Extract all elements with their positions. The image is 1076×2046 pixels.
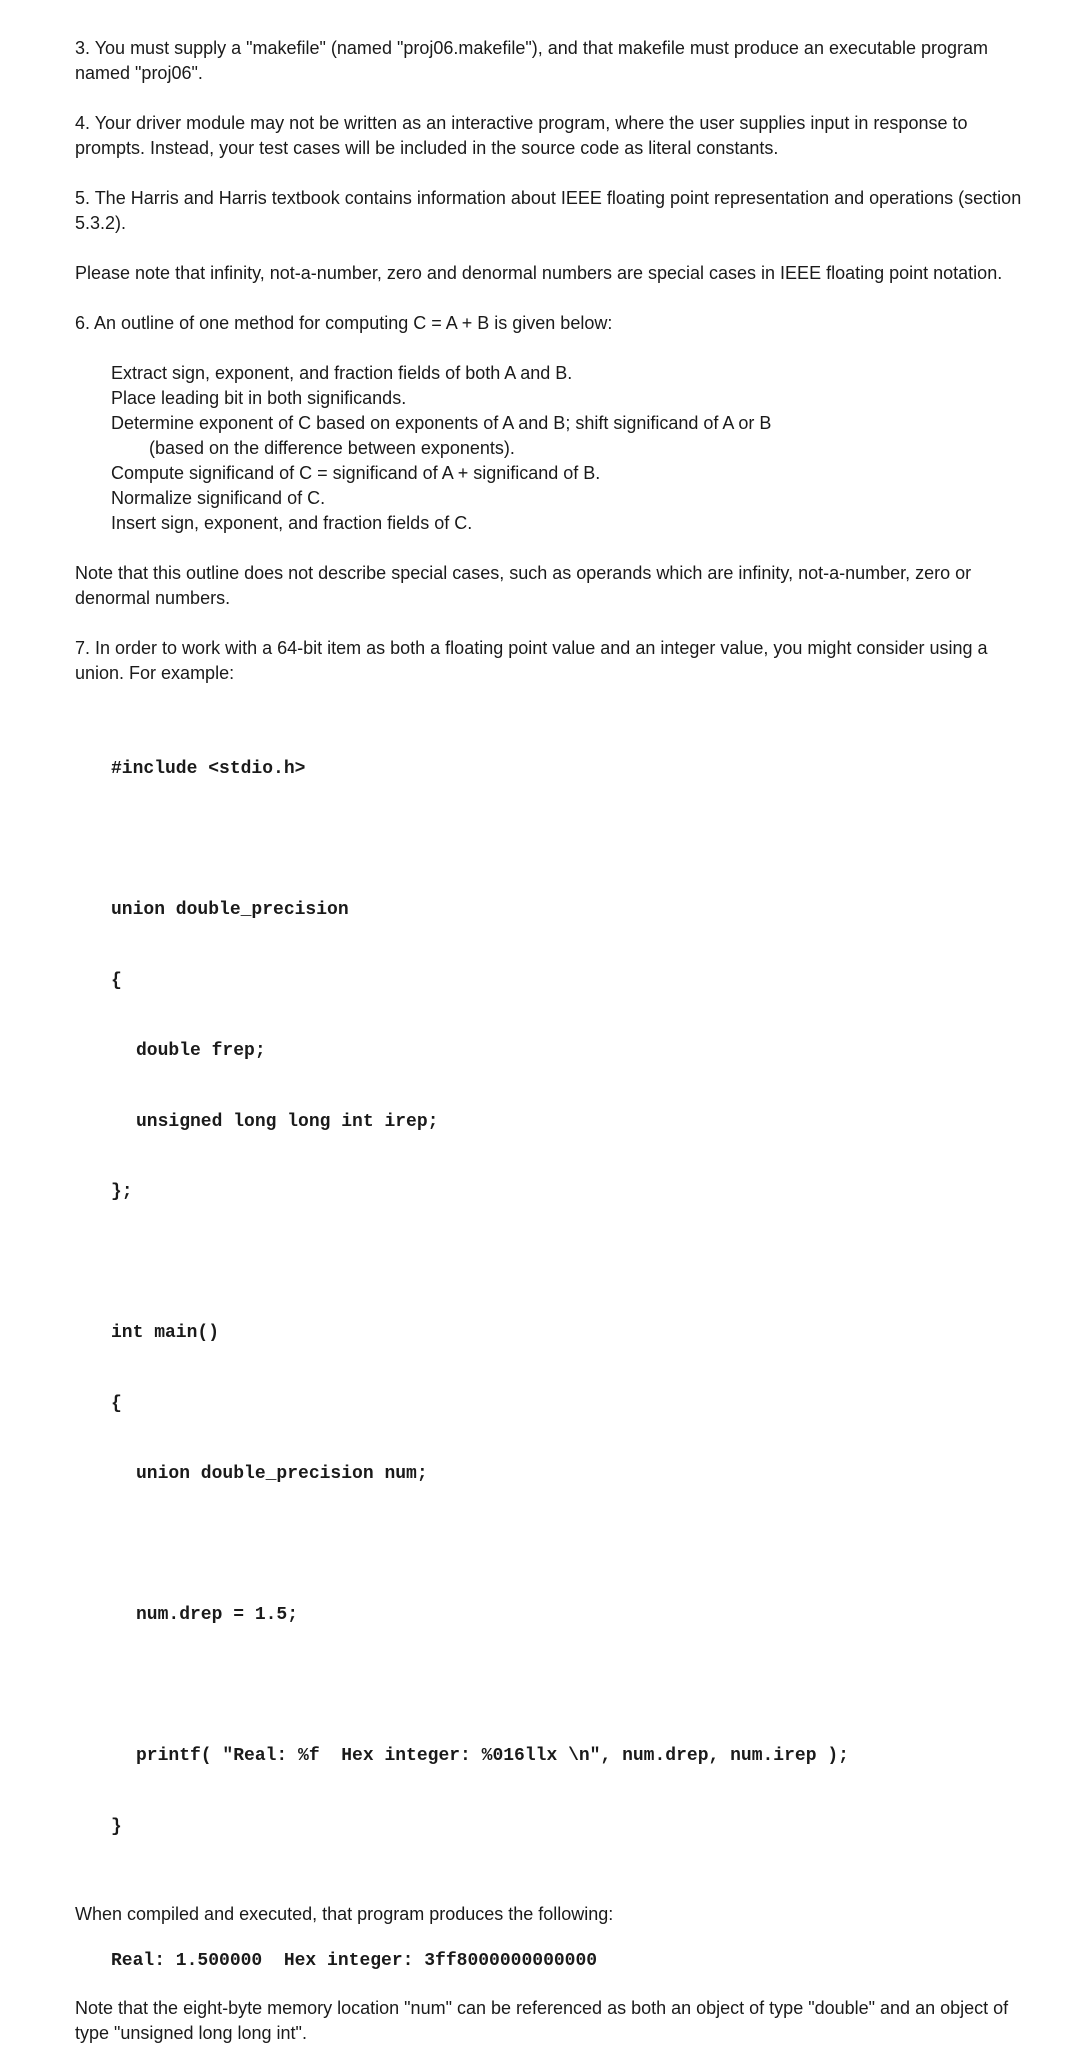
item-5-paragraph: 5. The Harris and Harris textbook contains information about IEEE floating point representation and operations (section 5.3.2). [75, 188, 1022, 233]
code-line: #include <stdio.h> [111, 759, 306, 779]
algorithm-outline [111, 361, 1035, 536]
code-line: { [111, 970, 122, 991]
item-3-paragraph: 3. You must supply a "makefile" (named "proj06.makefile"), and that makefile must produce an executable program named "proj06". [75, 38, 989, 83]
code-line: unsigned long long int irep; [136, 1111, 439, 1132]
final-note: Note that the eight-byte memory location "num" can be referenced as both an object of type "double" and an object of type "unsigned long long int". [75, 1998, 1009, 2043]
special-cases-note: Please note that infinity, not-a-number, zero and denormal numbers are special cases in IEEE floating point notation. [75, 263, 1003, 283]
code-line: union double_precision num; [136, 1464, 428, 1484]
code-line: int main() [111, 1323, 220, 1343]
outline-step: Place leading bit in both significands. [111, 388, 407, 408]
outline-step: Compute significand of C = significand of A + significand of B. [111, 463, 601, 483]
code-line: double frep; [136, 1041, 266, 1061]
outline-step: Insert sign, exponent, and fraction fields of C. [111, 513, 473, 533]
code-line: num.drep = 1.5; [136, 1605, 299, 1625]
outline-step: Normalize significand of C. [111, 488, 326, 508]
outline-step-continuation: (based on the difference between exponents). [149, 438, 515, 458]
code-line: } [111, 1816, 122, 1837]
item-7-paragraph: 7. In order to work with a 64-bit item as both a floating point value and an integer value, you might consider using a union. For example: [75, 638, 988, 683]
code-example [111, 711, 1035, 1886]
code-line: union double_precision [111, 900, 349, 920]
document-page [75, 36, 1035, 2046]
outline-step: Determine exponent of C based on exponents of A and B; shift significand of A or B [111, 413, 772, 433]
code-line: printf( "Real: %f Hex integer: %016llx \n", num.drep, num.irep ); [136, 1746, 849, 1766]
item-6-paragraph: 6. An outline of one method for computing C = A + B is given below: [75, 313, 613, 333]
item-4-paragraph: 4. Your driver module may not be written as an interactive program, where the user supplies input in response to prompts. Instead, your test cases will be included in the source code as literal constants. [75, 113, 968, 158]
outline-note: Note that this outline does not describe special cases, such as operands which are infinity, not-a-number, zero or denormal numbers. [75, 563, 972, 608]
compiled-text: When compiled and executed, that program produces the following: [75, 1904, 614, 1924]
code-line: { [111, 1393, 122, 1414]
program-output: Real: 1.500000 Hex integer: 3ff8000000000000 [111, 1951, 598, 1971]
outline-step: Extract sign, exponent, and fraction fields of both A and B. [111, 363, 573, 383]
code-line: }; [111, 1182, 133, 1202]
